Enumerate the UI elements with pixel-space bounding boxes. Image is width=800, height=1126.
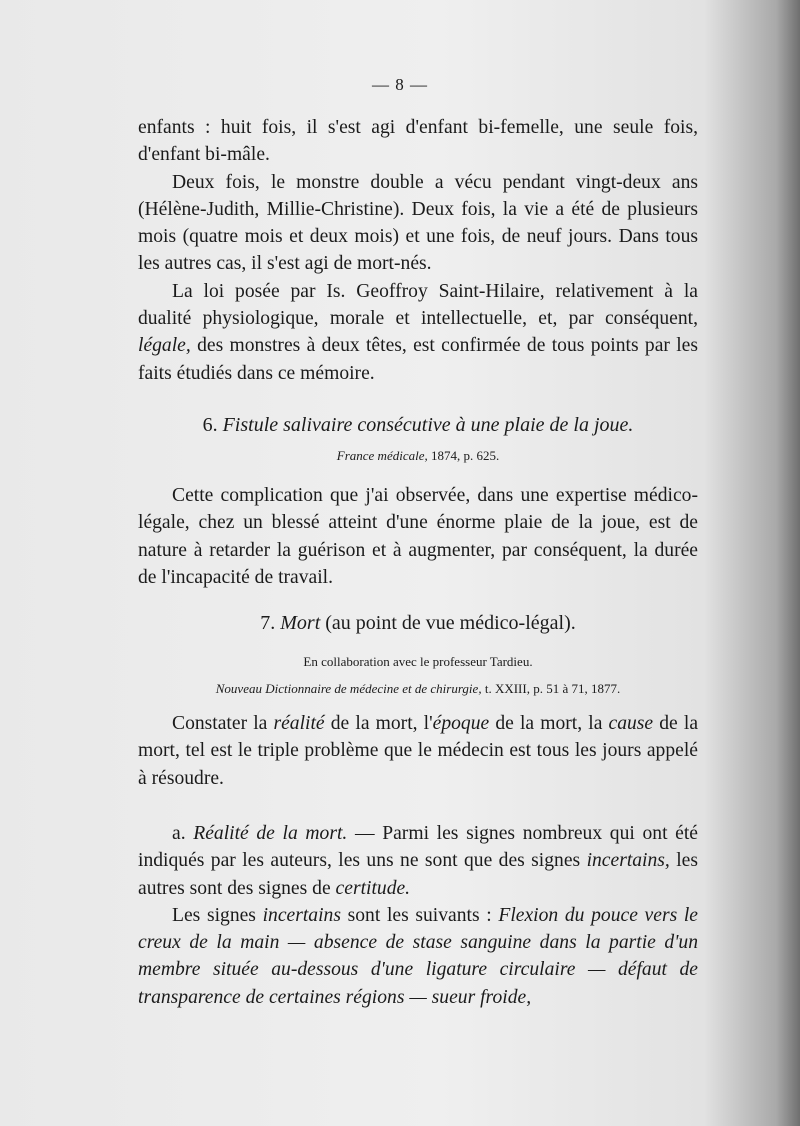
section-7-heading	[138, 610, 698, 636]
paragraph-fistule: Cette complication que j'ai observée, dans une expertise médico-légale, chez un blessé atteint d'une énorme plaie de la joue, est de nature à retarder la guérison et à augmenter, par conséquent, la durée de l'incapacité de travail.	[138, 485, 698, 588]
section-7-collaboration: En collaboration avec le professeur Tardieu.	[303, 654, 533, 669]
section-6-number: 6.	[202, 414, 218, 436]
section-7-title-em: Mort	[280, 612, 321, 634]
section-6-body	[138, 482, 698, 591]
paragraph-deux-fois: Deux fois, le monstre double a vécu pendant vingt-deux ans (Hélène-Judith, Millie-Christine). Deux fois, la vie a été de plusieurs mois (quatre mois et deux mois) et une fois, de neuf jours. Dans tous les autres cas, il s'est agi de mort-nés.	[138, 171, 698, 275]
paragraph-realite: a. Réalité de la mort. — Parmi les signes nombreux qui ont été indiqués par les auteurs, les uns ne sont que des signes incertains, les autres sont des signes de certitude.	[138, 823, 698, 899]
section-6-title: Fistule salivaire consécutive à une plaie de la joue.	[222, 414, 634, 436]
paragraph-signes: Les signes incertains sont les suivants : Flexion du pouce vers le creux de la main — absence de stase sanguine dans la partie d'un membre située au-dessous d'une ligature circulaire — défaut de transparence de certaines régions — sueur froide,	[138, 904, 698, 1008]
section-7-intro	[138, 710, 698, 792]
paragraph-constater: Constater la réalité de la mort, l'époque de la mort, la cause de la mort, tel est le triple problème que le médecin est tous les jours appelé à résoudre.	[138, 713, 699, 789]
paragraph-loi: La loi posée par Is. Geoffroy Saint-Hilaire, relativement à la dualité physiologique, morale et intellectuelle, et, par conséquent, légale, des monstres à deux têtes, est confirmée de tous points par les faits étudiés dans ce mémoire.	[138, 280, 698, 384]
section-6-reference: France médicale, 1874, p. 625.	[336, 448, 500, 463]
page-number: — 8 —	[372, 75, 428, 94]
paragraph-enfants: enfants : huit fois, il s'est agi d'enfant bi-femelle, une seule fois, d'enfant bi-mâle.	[138, 117, 698, 166]
section-7-reference: Nouveau Dictionnaire de médecine et de chirurgie, t. XXIII, p. 51 à 71, 1877.	[215, 681, 621, 696]
section-7-body	[138, 820, 698, 1011]
continuation-block	[138, 114, 698, 387]
section-7-title-rest: (au point de vue médico-légal).	[320, 612, 576, 634]
section-6-heading	[138, 412, 698, 438]
section-7-number: 7.	[260, 612, 276, 634]
